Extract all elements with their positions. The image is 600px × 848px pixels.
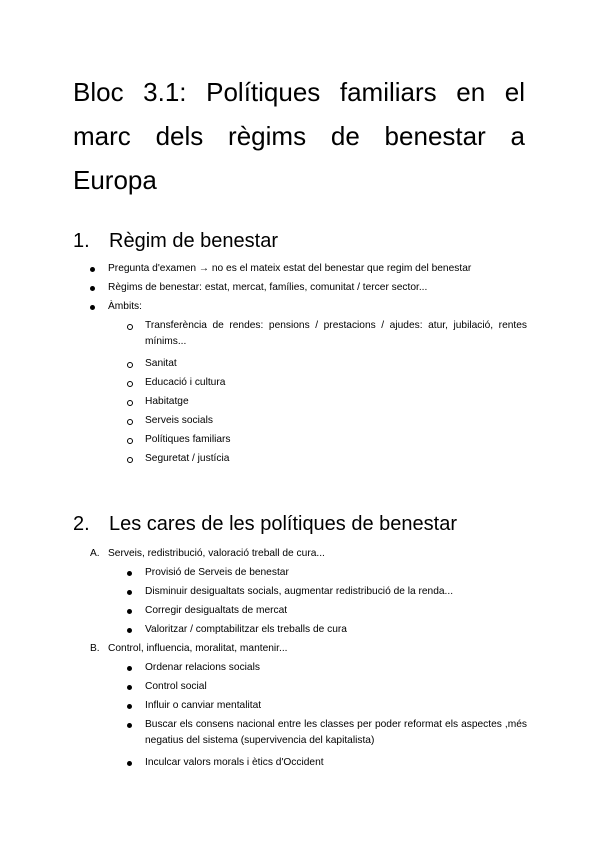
bullet-dot-icon xyxy=(90,286,95,291)
section-2-number: 2. xyxy=(73,513,90,535)
list-item: Control, influencia, moralitat, mantenir... xyxy=(108,643,288,654)
bullet-dot-icon xyxy=(127,590,132,595)
list-item: Corregir desigualtats de mercat xyxy=(145,605,288,616)
title-line-1: Bloc 3.1: Polítiques familiars en el xyxy=(73,77,525,107)
section-1-number: 1. xyxy=(73,230,90,252)
bullet-dot-icon xyxy=(127,685,132,690)
list-item: Disminuir desigualtats socials, augmentar redistribució de la renda... xyxy=(145,586,454,597)
section-2-heading xyxy=(73,511,457,537)
bullet-dot-icon xyxy=(127,609,132,614)
section-2-title: Les cares de les polítiques de benestar xyxy=(109,513,457,535)
bullet-dot-icon xyxy=(127,704,132,709)
list-item: Ordenar relacions socials xyxy=(145,662,260,673)
list-item: Valoritzar / comptabilitzar els treballs de cura xyxy=(145,624,347,635)
section-1-heading xyxy=(73,228,278,254)
title-line-2: marc dels règims de benestar a xyxy=(73,121,525,151)
list-marker-b: B. xyxy=(90,643,100,654)
hollow-bullet-icon xyxy=(127,438,133,444)
hollow-bullet-icon xyxy=(127,400,133,406)
bullet-dot-icon xyxy=(127,628,132,633)
list-item: Habitatge xyxy=(145,396,189,407)
hollow-bullet-icon xyxy=(127,324,133,330)
list-item: Serveis, redistribució, valoració treball de cura... xyxy=(108,548,325,559)
list-item: Control social xyxy=(145,681,207,692)
document-title xyxy=(73,70,525,202)
list-marker-a: A. xyxy=(90,548,100,559)
list-item: Educació i cultura xyxy=(145,377,226,388)
list-item: Àmbits: xyxy=(108,301,142,312)
bullet-dot-icon xyxy=(127,723,132,728)
bullet-dot-icon xyxy=(90,267,95,272)
list-item: Polítiques familiars xyxy=(145,434,231,445)
list-item: Inculcar valors morals i ètics d'Occident xyxy=(145,757,324,768)
list-item: Seguretat / justícia xyxy=(145,453,230,464)
list-item: Provisió de Serveis de benestar xyxy=(145,567,289,578)
bullet-dot-icon xyxy=(127,571,132,576)
title-line-3: Europa xyxy=(73,165,157,195)
list-item: Influir o canviar mentalitat xyxy=(145,700,262,711)
list-item: Sanitat xyxy=(145,358,177,369)
bullet-dot-icon xyxy=(127,761,132,766)
hollow-bullet-icon xyxy=(127,381,133,387)
hollow-bullet-icon xyxy=(127,362,133,368)
list-item: Transferència de rendes: pensions / prestacions / ajudes: atur, jubilació, rentes mínims... xyxy=(145,320,527,347)
list-item: Buscar els consens nacional entre les classes per poder reformat els aspectes ,més negatius del sistema (supervivencia del kapitalista) xyxy=(145,719,527,746)
hollow-bullet-icon xyxy=(127,419,133,425)
list-item: Pregunta d'examen → no es el mateix estat del benestar que regim del benestar xyxy=(108,263,472,274)
section-1-title: Règim de benestar xyxy=(109,230,278,252)
bullet-dot-icon xyxy=(90,305,95,310)
list-item: Serveis socials xyxy=(145,415,213,426)
bullet-dot-icon xyxy=(127,666,132,671)
hollow-bullet-icon xyxy=(127,457,133,463)
list-item: Règims de benestar: estat, mercat, famílies, comunitat / tercer sector... xyxy=(108,282,428,293)
